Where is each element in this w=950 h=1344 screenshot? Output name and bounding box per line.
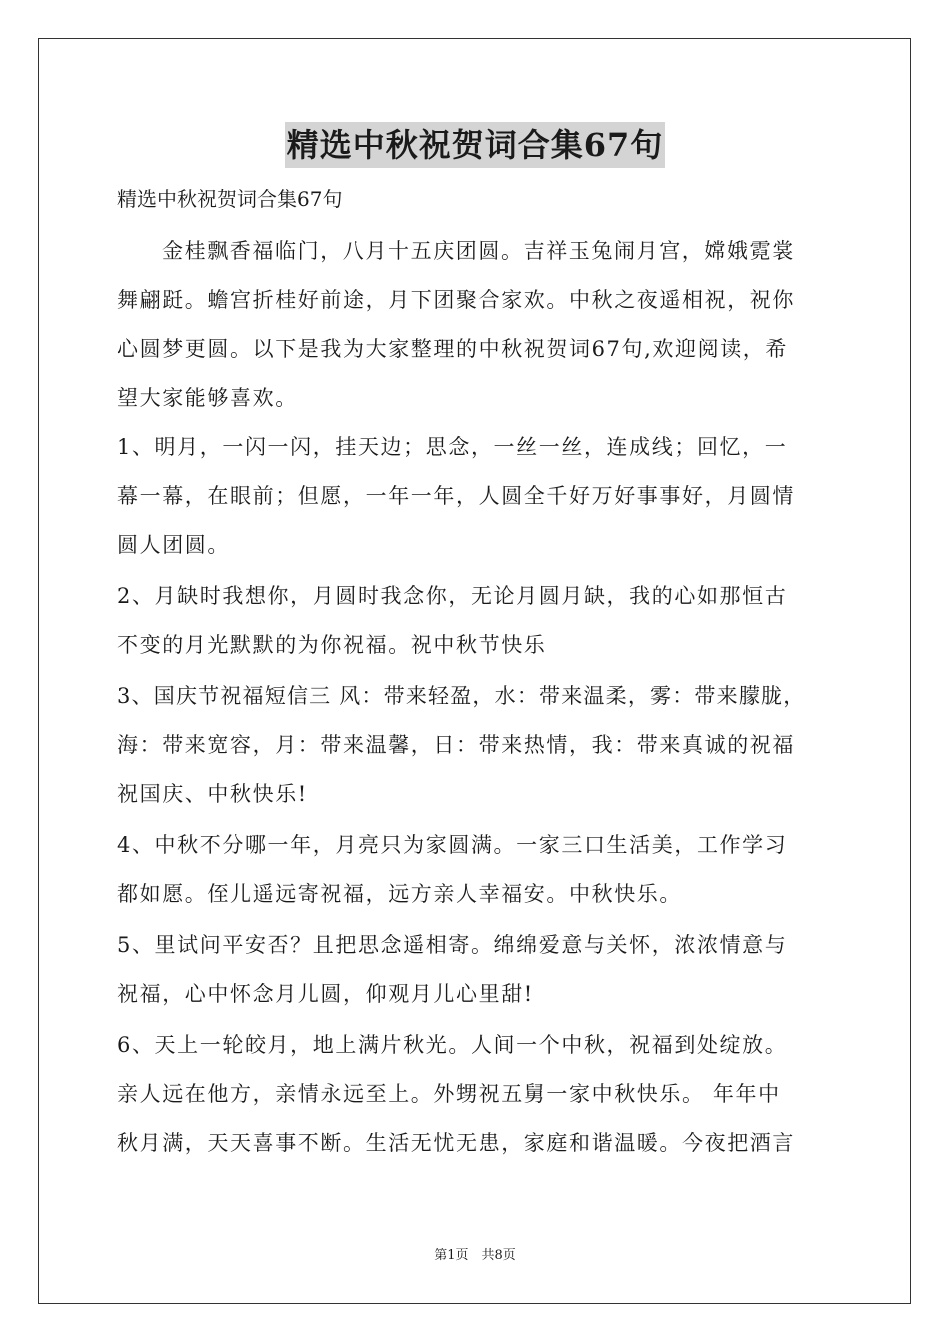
body-line: 2、月缺时我想你，月圆时我念你，无论月圆月缺，我的心如那恒古 <box>117 584 788 608</box>
body-line: 亲人远在他方，亲情永远至上。外甥祝五舅一家中秋快乐。 年年中 <box>117 1082 781 1106</box>
body-line: 4、中秋不分哪一年，月亮只为家圆满。一家三口生活美，工作学习 <box>117 833 788 857</box>
body-line: 幕一幕，在眼前；但愿，一年一年，人圆全千好万好事事好，月圆情 <box>117 484 795 508</box>
page-footer: 第1页 共8页 <box>434 1248 516 1263</box>
body-line: 3、国庆节祝福短信三 风：带来轻盈，水：带来温柔，雾：带来朦胧， <box>117 684 806 708</box>
body-line: 金桂飘香福临门，八月十五庆团圆。吉祥玉兔闹月宫，嫦娥霓裳 <box>162 239 795 263</box>
body-line: 秋月满，天天喜事不断。生活无忧无患，家庭和谐温暖。今夜把酒言 <box>117 1131 795 1155</box>
body-line: 6、天上一轮皎月，地上满片秋光。人间一个中秋，祝福到处绽放。 <box>117 1033 788 1057</box>
document-subtitle: 精选中秋祝贺词合集67句 <box>117 187 343 211</box>
body-line: 5、里试问平安否？且把思念遥相寄。绵绵爱意与关怀，浓浓情意与 <box>117 933 788 957</box>
body-line: 都如愿。侄儿遥远寄祝福，远方亲人幸福安。中秋快乐。 <box>117 882 682 906</box>
document-title: 精选中秋祝贺词合集67句 <box>285 122 666 168</box>
document-title-block <box>0 122 950 168</box>
body-line: 祝国庆、中秋快乐! <box>117 782 308 806</box>
body-line: 心圆梦更圆。以下是我为大家整理的中秋祝贺词67句,欢迎阅读，希 <box>117 337 788 361</box>
body-line: 海：带来宽容，月：带来温馨，日：带来热情，我：带来真诚的祝福 <box>117 733 795 757</box>
body-line: 1、明月，一闪一闪，挂天边；思念，一丝一丝，连成线；回忆，一 <box>117 435 788 459</box>
body-line: 祝福，心中怀念月儿圆，仰观月儿心里甜! <box>117 982 534 1006</box>
body-line: 舞翩跹。蟾宫折桂好前途，月下团聚合家欢。中秋之夜遥相祝，祝你 <box>117 288 795 312</box>
body-line: 不变的月光默默的为你祝福。祝中秋节快乐 <box>117 633 547 657</box>
body-line: 圆人团圆。 <box>117 533 230 557</box>
body-line: 望大家能够喜欢。 <box>117 386 298 410</box>
page-border <box>38 38 911 1304</box>
